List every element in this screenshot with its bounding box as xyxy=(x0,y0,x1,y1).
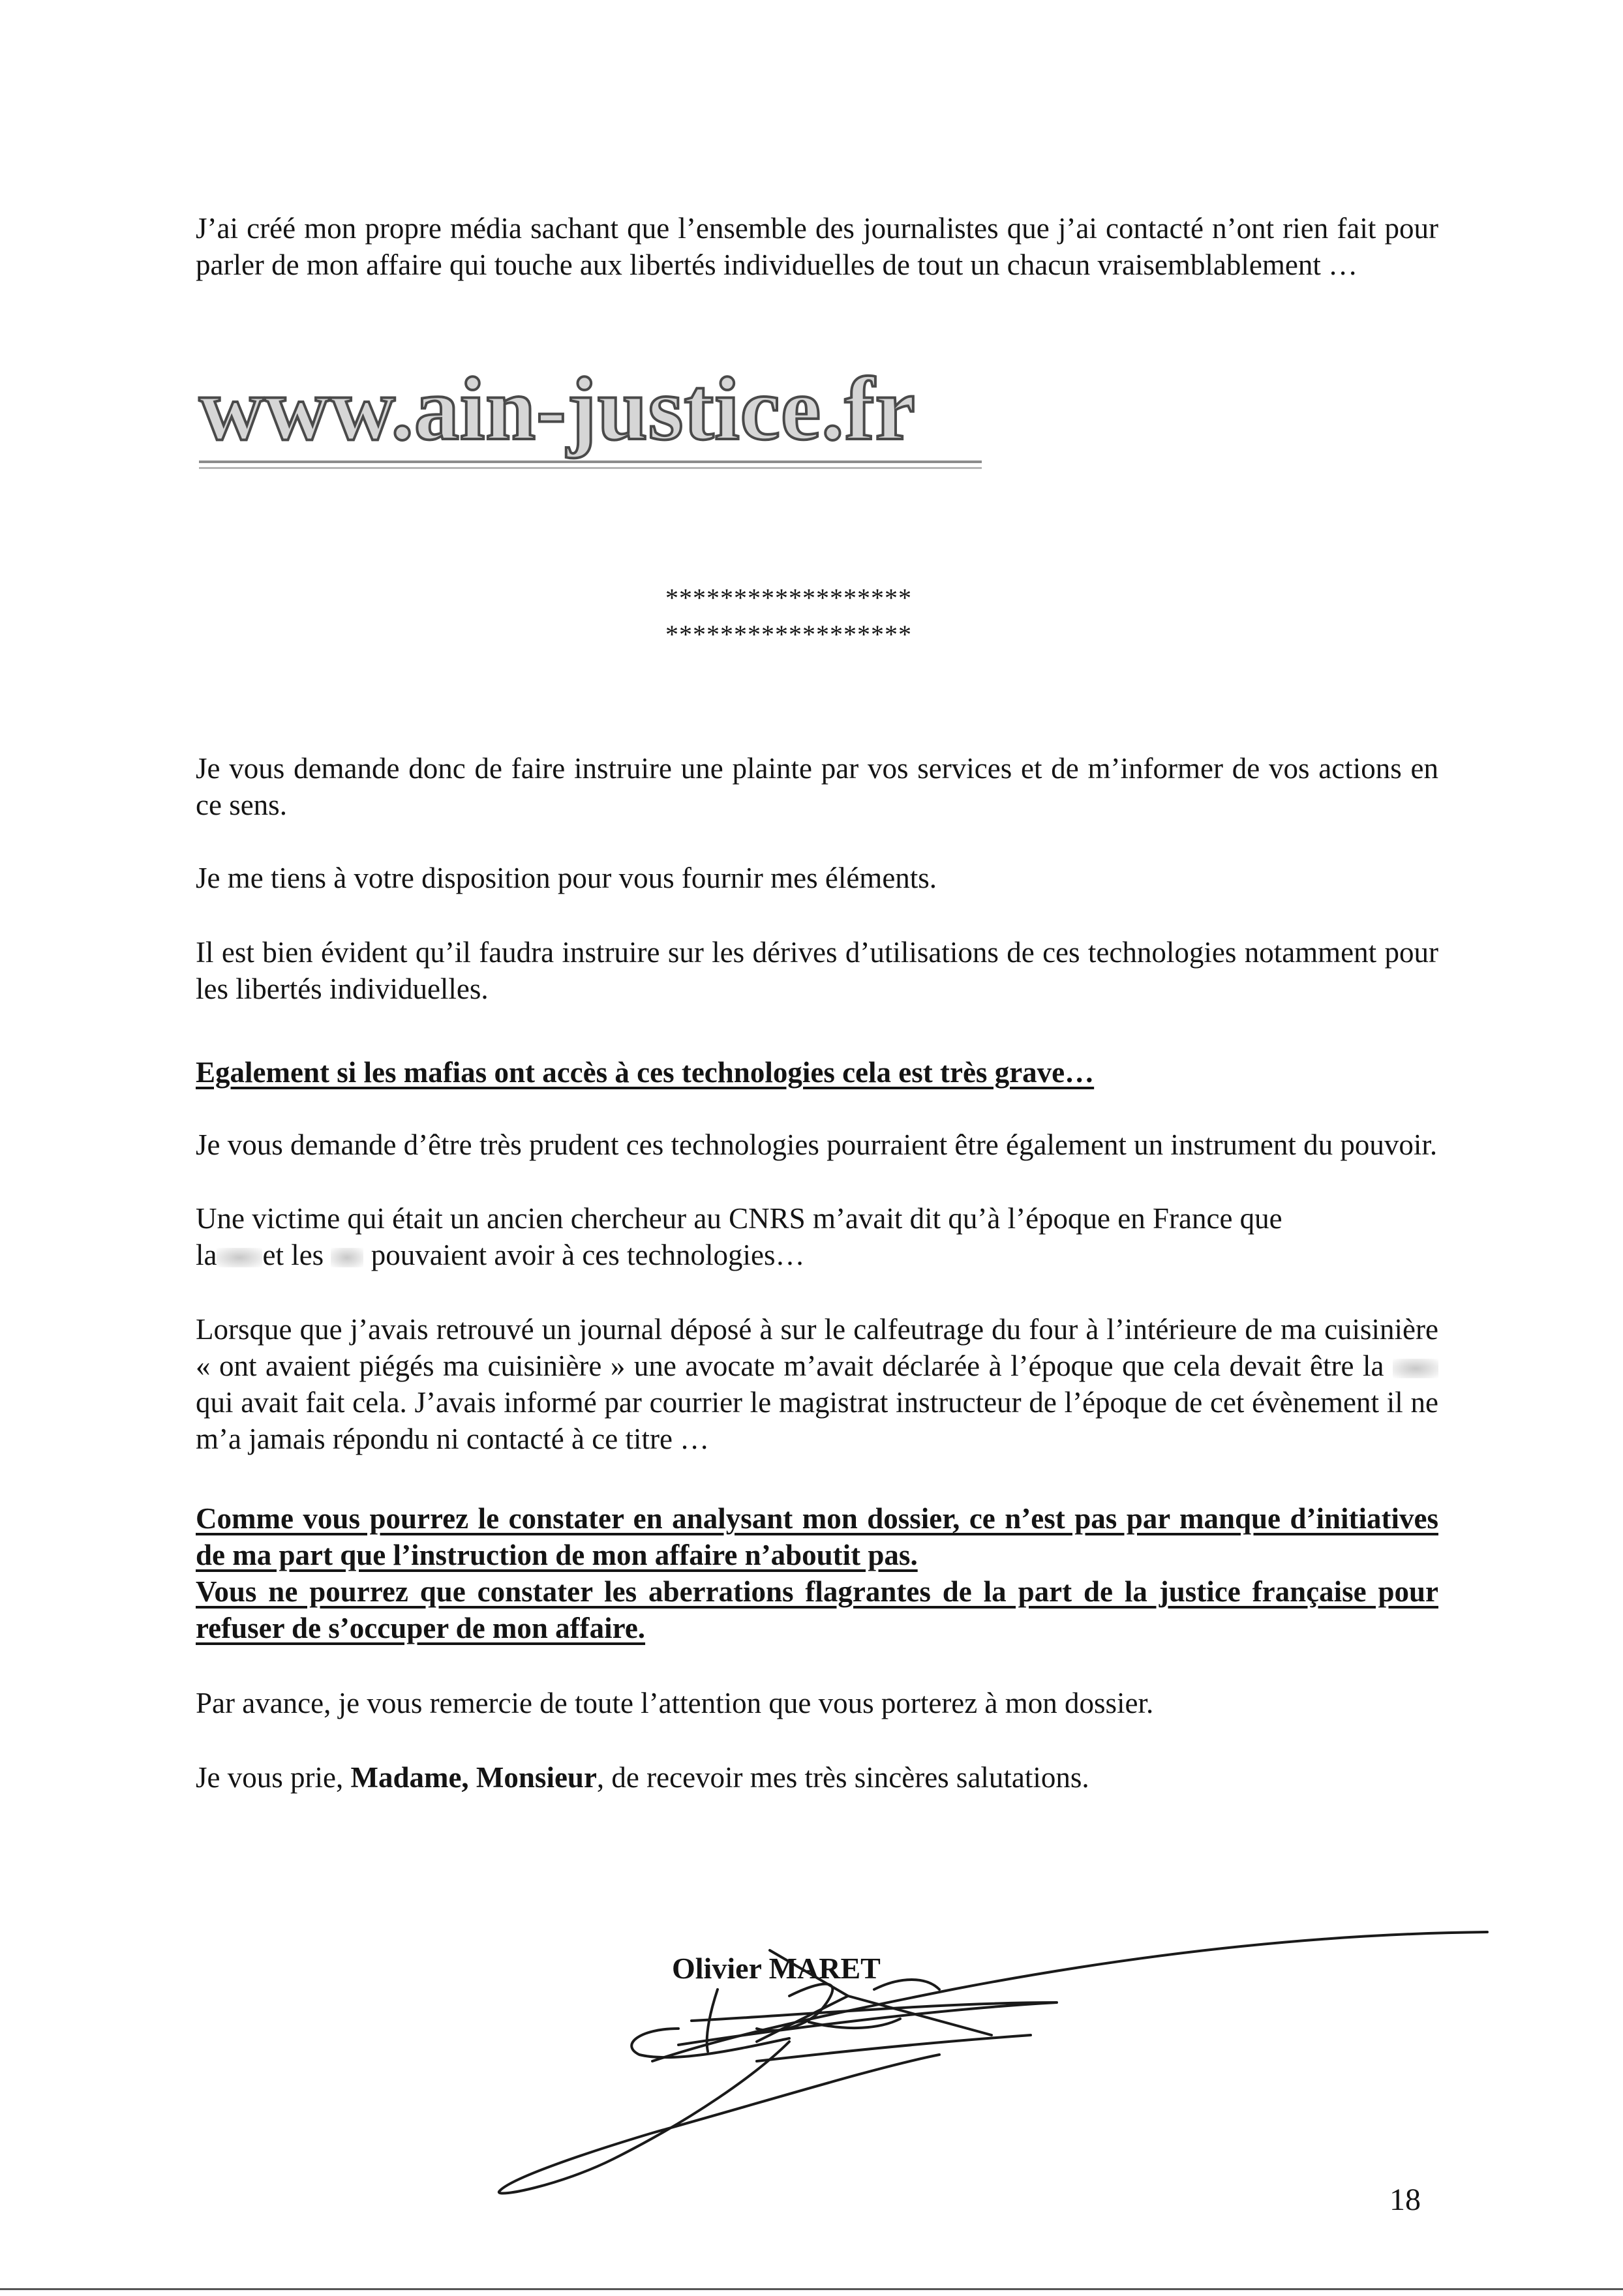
redaction-mark xyxy=(331,1248,363,1267)
paragraph-prudence: Je vous demande d’être très prudent ces technologies pourraient être également un instrument du pouvoir. xyxy=(196,1128,1438,1161)
paragraph-cnrs-continued xyxy=(196,1237,1438,1273)
separator-stars-1: ****************** xyxy=(665,583,912,612)
redaction-mark xyxy=(1393,1359,1438,1378)
salutation-text-2: , de recevoir mes très sincères salutations. xyxy=(596,1761,1089,1794)
salutation-addressee: Madame, Monsieur xyxy=(350,1761,597,1794)
paragraph-request: Je vous demande donc de faire instruire une plainte par vos services et de m’informer de vos actions en ce sens. xyxy=(196,752,1438,821)
website-logo: www.ain-justice.fr xyxy=(199,359,916,459)
paragraph-cnrs: Une victime qui était un ancien chercheur au CNRS m’avait dit qu’à l’époque en France que xyxy=(196,1202,1282,1235)
paragraph-dossier: Comme vous pourrez le constater en analysant mon dossier, ce n’est pas par manque d’initiatives de ma part que l’instruction de mon affaire n’aboutit pas. xyxy=(196,1502,1438,1571)
page-number: 18 xyxy=(1389,2183,1421,2217)
logo-underline xyxy=(199,461,982,463)
cnrs-text-1: la xyxy=(196,1239,217,1271)
handwritten-signature xyxy=(483,1905,1500,2211)
signatory-name: Olivier MARET xyxy=(672,1952,881,1985)
separator-stars-2: ****************** xyxy=(665,620,912,649)
logo-underline-shadow xyxy=(199,467,982,469)
cooker-text-1: Lorsque que j’avais retrouvé un journal déposé à sur le calfeutrage du four à l’intérieure de ma cuisinière « ont avaient piégés ma cuisinière » une avocate m’avait déclarée à l’époque que cela devait être la xyxy=(196,1313,1438,1382)
paragraph-media: J’ai créé mon propre média sachant que l’ensemble des journalistes que j’ai contacté n’ont rien fait pour parler de mon affaire qui touche aux libertés individuelles de tout un chacun vraisemblablement … xyxy=(196,212,1438,281)
page-bottom-edge xyxy=(0,2288,1623,2290)
paragraph-mafias: Egalement si les mafias ont accès à ces technologies cela est très grave… xyxy=(196,1056,1095,1089)
cnrs-text-2: et les xyxy=(262,1239,324,1271)
paragraph-availability: Je me tiens à votre disposition pour vous fournir mes éléments. xyxy=(196,862,937,894)
paragraph-cooker xyxy=(196,1311,1438,1457)
paragraph-thanks: Par avance, je vous remercie de toute l’attention que vous porterez à mon dossier. xyxy=(196,1687,1154,1719)
paragraph-technologies: Il est bien évident qu’il faudra instruire sur les dérives d’utilisations de ces technologies notamment pour les libertés individuelles. xyxy=(196,936,1438,1005)
cnrs-text-3: pouvaient avoir à ces technologies… xyxy=(371,1239,805,1271)
cooker-text-2: qui avait fait cela. J’avais informé par courrier le magistrat instructeur de l’époque de cet évènement il ne m’a jamais répondu ni contacté à ce titre … xyxy=(196,1386,1438,1455)
paragraph-salutations xyxy=(196,1759,1438,1796)
paragraph-aberrations: Vous ne pourrez que constater les aberrations flagrantes de la part de la justice française pour refuser de s’occuper de mon affaire. xyxy=(196,1575,1438,1644)
redaction-mark xyxy=(217,1248,262,1267)
salutation-text-1: Je vous prie, xyxy=(196,1761,351,1794)
